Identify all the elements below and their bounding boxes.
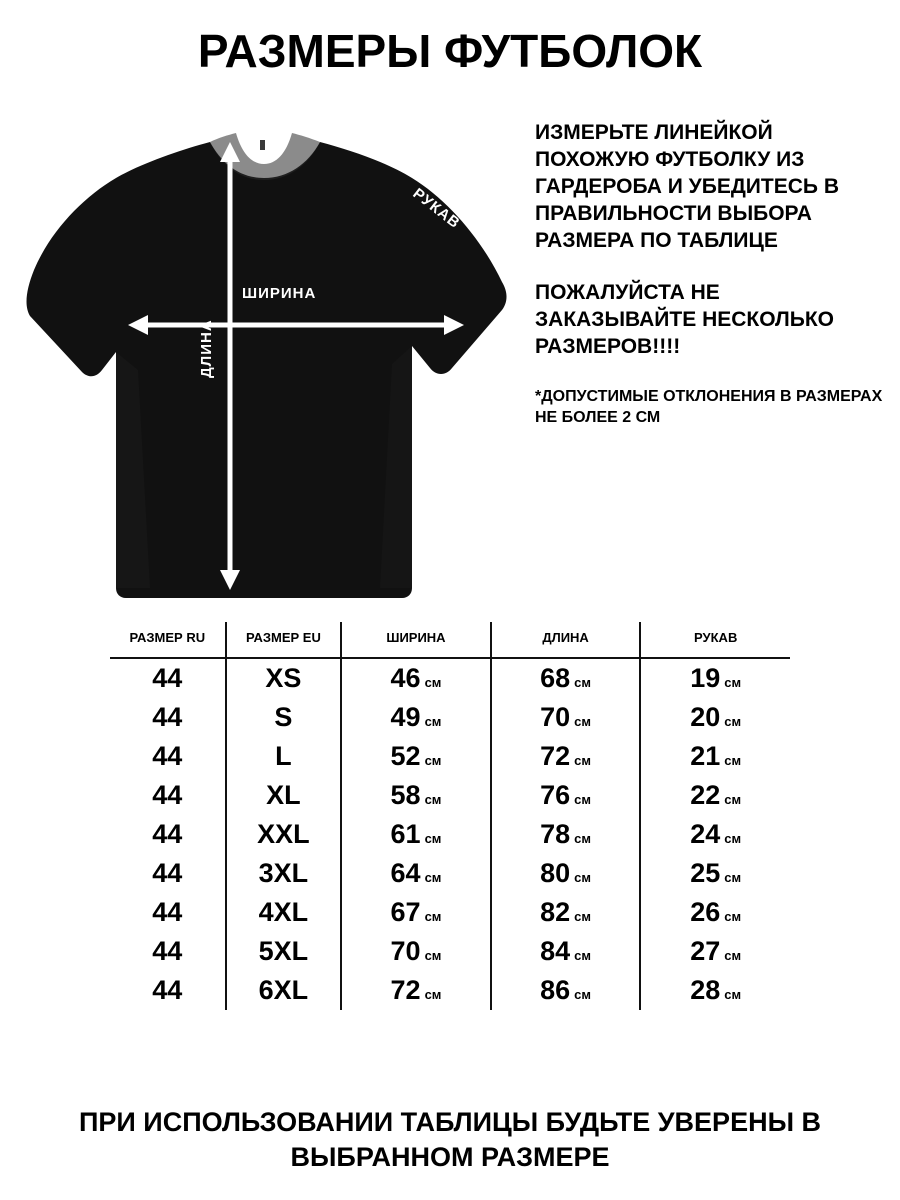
cell-length — [491, 854, 641, 893]
footer-note: ПРИ ИСПОЛЬЗОВАНИИ ТАБЛИЦЫ БУДЬТЕ УВЕРЕНЫ В ВЫБРАННОМ РАЗМЕРЕ — [78, 1107, 822, 1172]
unit-cm: см — [724, 987, 742, 1002]
unit-cm: см — [724, 909, 742, 924]
unit-cm: см — [724, 831, 742, 846]
value-width: 58 — [390, 780, 421, 810]
unit-cm: см — [574, 948, 592, 963]
unit-cm: см — [424, 675, 442, 690]
value-width: 52 — [390, 741, 421, 771]
cell-length — [491, 971, 641, 1010]
unit-cm: см — [574, 987, 592, 1002]
size-table — [110, 622, 790, 1010]
table-row — [110, 815, 790, 854]
table-row — [110, 776, 790, 815]
cell-width — [341, 854, 491, 893]
tshirt-illustration — [20, 120, 530, 620]
header-size-ru: РАЗМЕР RU — [110, 622, 226, 658]
unit-cm: см — [574, 792, 592, 807]
cell-width — [341, 776, 491, 815]
label-length: ДЛИНА — [198, 319, 215, 378]
unit-cm: см — [424, 714, 442, 729]
table-header-row — [110, 622, 790, 658]
value-width: 64 — [390, 858, 421, 888]
note-no-multi: ПОЖАЛУЙСТА НЕ ЗАКАЗЫВАЙТЕ НЕСКОЛЬКО РАЗМЕРОВ!!!! — [535, 281, 835, 359]
value-length: 68 — [540, 663, 571, 693]
table-row — [110, 698, 790, 737]
value-width: 72 — [390, 975, 421, 1005]
value-width: 61 — [390, 819, 421, 849]
value-sleeve: 26 — [690, 897, 721, 927]
cell-size-ru: 44 — [110, 815, 226, 854]
cell-size-ru: 44 — [110, 737, 226, 776]
unit-cm: см — [424, 870, 442, 885]
cell-size-eu: 5XL — [226, 932, 342, 971]
label-sleeve: РУКАВ — [409, 185, 464, 233]
unit-cm: см — [574, 753, 592, 768]
cell-size-ru: 44 — [110, 893, 226, 932]
cell-width — [341, 893, 491, 932]
cell-width — [341, 737, 491, 776]
cell-length — [491, 815, 641, 854]
value-length: 78 — [540, 819, 571, 849]
cell-width — [341, 815, 491, 854]
unit-cm: см — [724, 714, 742, 729]
value-sleeve: 20 — [690, 702, 721, 732]
value-length: 70 — [540, 702, 571, 732]
cell-sleeve — [640, 658, 790, 698]
cell-length — [491, 776, 641, 815]
table-row — [110, 854, 790, 893]
cell-size-eu: L — [226, 737, 342, 776]
table-row — [110, 932, 790, 971]
header-sleeve: РУКАВ — [640, 622, 790, 658]
value-sleeve: 22 — [690, 780, 721, 810]
cell-size-ru: 44 — [110, 854, 226, 893]
cell-width — [341, 698, 491, 737]
cell-width — [341, 971, 491, 1010]
value-width: 49 — [390, 702, 421, 732]
cell-length — [491, 698, 641, 737]
cell-sleeve — [640, 932, 790, 971]
header-width: ШИРИНА — [341, 622, 491, 658]
cell-size-eu: 3XL — [226, 854, 342, 893]
value-width: 67 — [390, 897, 421, 927]
value-sleeve: 24 — [690, 819, 721, 849]
value-sleeve: 25 — [690, 858, 721, 888]
cell-sleeve — [640, 815, 790, 854]
unit-cm: см — [574, 675, 592, 690]
value-length: 72 — [540, 741, 571, 771]
table-body — [110, 658, 790, 1010]
cell-size-eu: S — [226, 698, 342, 737]
size-table-container — [110, 622, 790, 1010]
instruction-notes — [535, 120, 885, 429]
unit-cm: см — [424, 987, 442, 1002]
cell-size-eu: XS — [226, 658, 342, 698]
cell-length — [491, 893, 641, 932]
cell-sleeve — [640, 776, 790, 815]
cell-sleeve — [640, 971, 790, 1010]
unit-cm: см — [574, 870, 592, 885]
cell-width — [341, 932, 491, 971]
unit-cm: см — [724, 675, 742, 690]
unit-cm: см — [574, 909, 592, 924]
label-width: ШИРИНА — [242, 285, 317, 302]
cell-size-ru: 44 — [110, 776, 226, 815]
unit-cm: см — [574, 714, 592, 729]
unit-cm: см — [724, 870, 742, 885]
cell-size-eu: XXL — [226, 815, 342, 854]
header-size-eu: РАЗМЕР EU — [226, 622, 342, 658]
unit-cm: см — [724, 948, 742, 963]
value-width: 46 — [390, 663, 421, 693]
value-length: 76 — [540, 780, 571, 810]
table-row — [110, 893, 790, 932]
value-sleeve: 19 — [690, 663, 721, 693]
cell-length — [491, 658, 641, 698]
cell-length — [491, 737, 641, 776]
cell-sleeve — [640, 893, 790, 932]
value-sleeve: 28 — [690, 975, 721, 1005]
cell-size-eu: XL — [226, 776, 342, 815]
unit-cm: см — [424, 909, 442, 924]
value-sleeve: 27 — [690, 936, 721, 966]
value-sleeve: 21 — [690, 741, 721, 771]
cell-size-ru: 44 — [110, 658, 226, 698]
value-width: 70 — [390, 936, 421, 966]
unit-cm: см — [424, 948, 442, 963]
header-length: ДЛИНА — [491, 622, 641, 658]
cell-sleeve — [640, 737, 790, 776]
table-row — [110, 737, 790, 776]
unit-cm: см — [424, 753, 442, 768]
note-tolerance: *ДОПУСТИМЫЕ ОТКЛОНЕНИЯ В РАЗМЕРАХ НЕ БОЛЕЕ 2 СМ — [535, 388, 883, 426]
unit-cm: см — [424, 831, 442, 846]
value-length: 84 — [540, 936, 571, 966]
cell-sleeve — [640, 698, 790, 737]
unit-cm: см — [574, 831, 592, 846]
unit-cm: см — [424, 792, 442, 807]
cell-length — [491, 932, 641, 971]
unit-cm: см — [724, 792, 742, 807]
value-length: 80 — [540, 858, 571, 888]
cell-width — [341, 658, 491, 698]
cell-sleeve — [640, 854, 790, 893]
table-row — [110, 971, 790, 1010]
table-row — [110, 658, 790, 698]
cell-size-ru: 44 — [110, 971, 226, 1010]
value-length: 82 — [540, 897, 571, 927]
cell-size-ru: 44 — [110, 698, 226, 737]
cell-size-ru: 44 — [110, 932, 226, 971]
note-measure: ИЗМЕРЬТЕ ЛИНЕЙКОЙ ПОХОЖУЮ ФУТБОЛКУ ИЗ ГАРДЕРОБА И УБЕДИТЕСЬ В ПРАВИЛЬНОСТИ ВЫБОРА РАЗМЕРА ПО ТАБЛИЦЕ — [535, 121, 839, 252]
value-length: 86 — [540, 975, 571, 1005]
cell-size-eu: 4XL — [226, 893, 342, 932]
cell-size-eu: 6XL — [226, 971, 342, 1010]
unit-cm: см — [724, 753, 742, 768]
page-title: РАЗМЕРЫ ФУТБОЛОК — [197, 25, 703, 77]
